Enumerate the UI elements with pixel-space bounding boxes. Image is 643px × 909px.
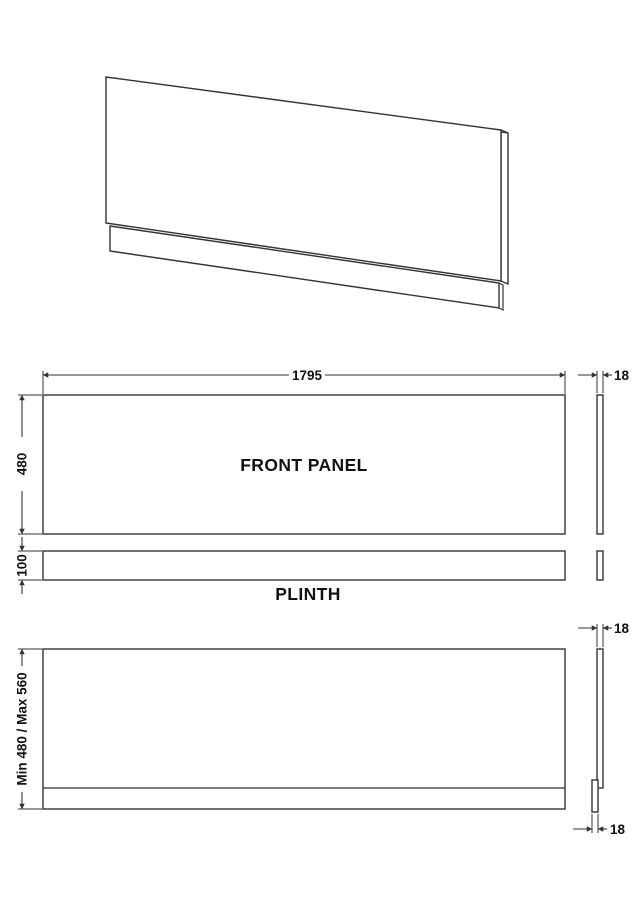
front-panel-view — [15, 368, 566, 534]
dim-thickness-value: 18 — [614, 368, 630, 383]
combined-outline — [43, 649, 565, 809]
combined-side-view-panel — [597, 649, 603, 788]
side-view-panel — [597, 395, 603, 534]
plinth-label: PLINTH — [275, 584, 341, 604]
dim-height-range-value: Min 480 / Max 560 — [14, 672, 30, 786]
dim-panel-thickness-value: 18 — [614, 621, 630, 636]
dim-width-value: 1795 — [291, 368, 323, 383]
side-view-plinth — [597, 551, 603, 580]
front-panel-label: FRONT PANEL — [240, 455, 368, 475]
combined-side-view-plinth — [592, 780, 598, 812]
dim-plinth-height-value: 100 — [14, 554, 30, 577]
perspective-panel-side-face — [501, 130, 508, 284]
side-views — [578, 368, 630, 580]
dim-panel-height-value: 480 — [14, 452, 30, 476]
plinth-outline — [43, 551, 565, 580]
combined-view — [15, 621, 630, 837]
perspective-view — [106, 77, 508, 310]
plinth-view — [15, 537, 566, 604]
dim-plinth-thickness-value: 18 — [610, 822, 626, 837]
